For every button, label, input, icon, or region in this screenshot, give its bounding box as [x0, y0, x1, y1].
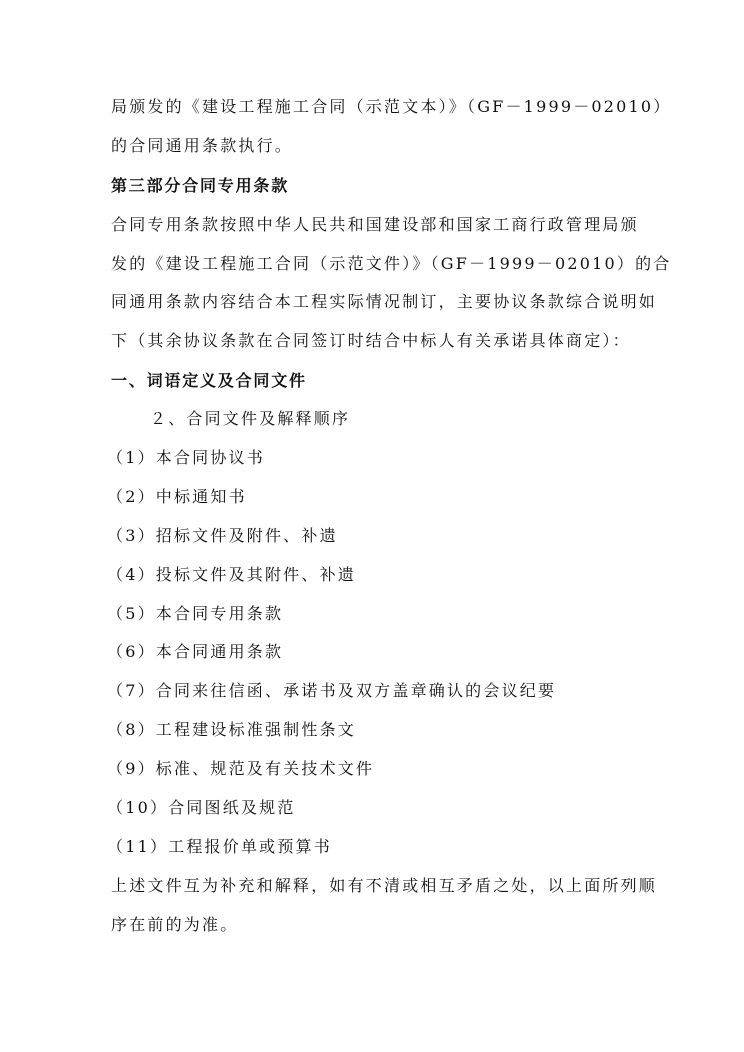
list-item-11: （11）工程报价单或预算书: [107, 837, 332, 856]
section-heading: 第三部分合同专用条款: [111, 176, 290, 195]
list-item-3: （3）招标文件及附件、补遗: [107, 526, 338, 545]
section-paragraph-line-3: 同通用条款内容结合本工程实际情况制订，主要协议条款综合说明如: [111, 292, 658, 311]
subheading: 一、词语定义及合同文件: [111, 371, 307, 390]
list-item-2: （2）中标通知书: [107, 487, 247, 506]
list-item-1: （1）本合同协议书: [107, 448, 265, 467]
closing-line-2: 序在前的为准。: [111, 915, 239, 934]
intro-line-2: 的合同通用条款执行。: [111, 136, 294, 155]
list-item-5: （5）本合同专用条款: [107, 604, 284, 623]
list-item-4: （4）投标文件及其附件、补遗: [107, 565, 356, 584]
closing-line-1: 上述文件互为补充和解释，如有不清或相互矛盾之处，以上面所列顺: [111, 876, 658, 895]
section-paragraph-line-1: 合同专用条款按照中华人民共和国建设部和国家工商行政管理局颁: [111, 215, 639, 234]
section-paragraph-line-2: 发的《建设工程施工合同（示范文件）》（GF－1999－02010）的合: [111, 254, 672, 273]
item-heading: ２、合同文件及解释顺序: [150, 409, 351, 428]
section-paragraph-line-4: 下（其余协议条款在合同签订时结合中标人有关承诺具体商定）：: [111, 331, 631, 350]
list-item-10: （10）合同图纸及规范: [107, 798, 296, 817]
list-item-8: （8）工程建设标准强制性条文: [107, 720, 356, 739]
list-item-7: （7）合同来往信函、承诺书及双方盖章确认的会议纪要: [107, 681, 557, 700]
list-item-9: （9）标准、规范及有关技术文件: [107, 759, 375, 778]
intro-line-1: 局颁发的《建设工程施工合同（示范文本）》（GF－1999－02010）: [111, 97, 672, 116]
list-item-6: （6）本合同通用条款: [107, 642, 284, 661]
